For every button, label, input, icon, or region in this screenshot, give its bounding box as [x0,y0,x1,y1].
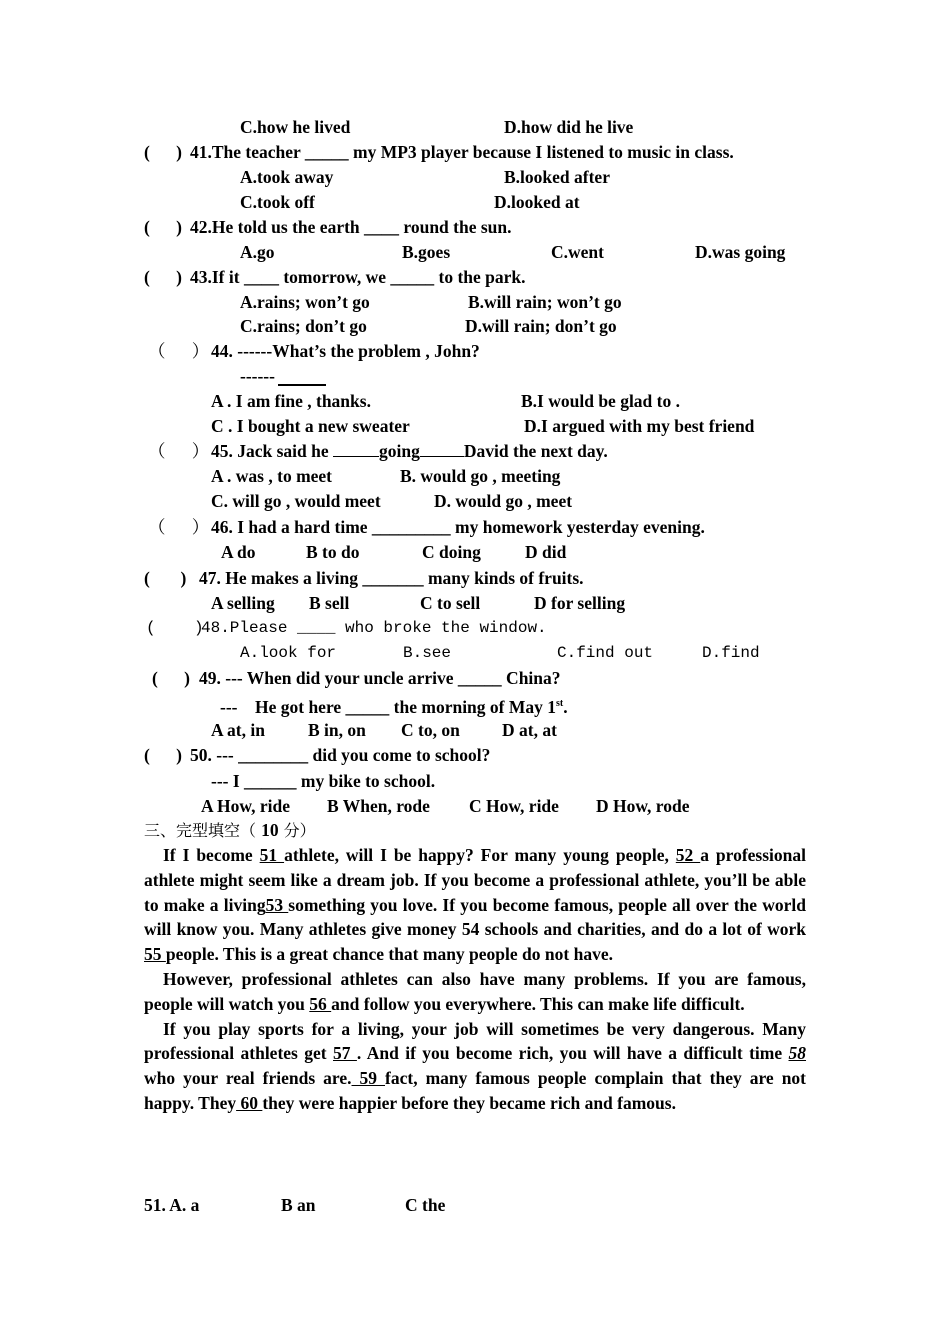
blank-56: 56 [309,993,332,1014]
q50-reply: --- I ______ my bike to school. [211,771,436,791]
blank-53: 53 [265,894,289,915]
q47-stem: 47. He makes a living _______ many kinds of fruits. [199,568,584,588]
passage-paragraph-3: If you play sports for a living, your job will sometimes be very dangerous. Many professional athletes get 57 . And if you become rich, you will have a difficult time 58 who your real friends are. 59 fact, many famous people complain that they are not happy. They 60 they were happier before they became rich and famous. [144,1018,807,1113]
q45-option-c: C. will go , would meet [211,491,381,511]
q44-option-d: D.I argued with my best friend [524,416,755,436]
q48-option-b: B.see [403,644,452,662]
q43-option-c: C.rains; don’t go [240,316,367,336]
q49-reply: --- He got here _____ the morning of May 1st. [220,696,568,717]
q41-option-a: A.took away [240,167,334,187]
q46-option-a: A do [221,542,256,562]
q45-blank-2 [420,441,464,457]
q49-stem: 49. --- When did your uncle arrive _____ China? [199,668,561,688]
q50-stem: 50. --- ________ did you come to school? [190,745,491,765]
q48-option-c: C.find out [557,644,654,662]
q43-option-a: A.rains; won’t go [240,292,370,312]
q42-option-b: B.goes [402,242,451,262]
q46-option-c: C doing [422,542,481,562]
q47-option-b: B sell [309,593,350,613]
q49-option-d: D at, at [502,720,557,740]
q44-paren: （ ） [148,341,210,361]
q46-option-b: B to do [306,542,360,562]
q43-stem: 43.If it ____ tomorrow, we _____ to the park. [190,267,526,287]
passage-paragraph-2: However, professional athletes can also have many problems. If you are famous, people will watch you 56 and follow you everywhere. This can make life difficult. [144,968,806,1014]
q45-paren: （ ） [148,441,210,461]
q47-paren: ( ) [144,568,187,588]
q43-option-d: D.will rain; don’t go [465,316,617,336]
q45-option-b: B. would go , meeting [400,466,561,486]
q51-option-a: 51. A. a [144,1195,200,1215]
q44-option-b: B.I would be glad to . [521,391,680,411]
section-3-title: 三、完型填空（ 10 分） [144,820,316,840]
q47-option-d: D for selling [534,593,626,613]
q50-paren: ( ) [144,745,182,765]
q44-option-c: C . I bought a new sweater [211,416,410,436]
q46-option-d: D did [525,542,567,562]
blank-52: 52 [675,845,701,865]
q40-option-d: D.how did he live [504,117,634,137]
q47-option-c: C to sell [420,593,481,613]
q48-stem: 48.Please ____ who broke the window. [201,619,547,637]
q42-option-d: D.was going [695,242,786,262]
q41-stem: 41.The teacher _____ my MP3 player because I listened to music in class. [190,142,734,162]
q41-paren: ( ) [144,142,182,162]
cloze-passage [144,843,806,1116]
q42-option-c: C.went [551,242,604,262]
blank-58: 58 [788,1043,807,1064]
q48-option-d: D.find [702,644,760,662]
q49-option-a: A at, in [211,720,265,740]
q45-option-d: D. would go , meet [434,491,573,511]
q42-paren: ( ) [144,217,182,237]
q50-option-c: C How, ride [469,796,559,816]
blank-60: 60 [236,1092,263,1113]
q50-option-d: D How, rode [596,796,690,816]
q44-reply: ------ [240,366,275,386]
q46-paren: （ ） [148,517,210,537]
q44-answer-blank [278,384,326,386]
q44-stem: 44. ------What’s the problem , John? [211,341,480,361]
q50-option-a: A How, ride [201,796,290,816]
blank-59: 59 [351,1068,386,1089]
q48-paren: ( ) [146,619,204,637]
q41-option-d: D.looked at [494,192,580,212]
q51-option-c: C the [405,1195,446,1215]
q45-option-a: A . was , to meet [211,466,333,486]
q45-stem: 45. Jack said he going David the next day. [211,441,608,461]
q42-stem: 42.He told us the earth ____ round the sun. [190,217,512,237]
q45-blank-1 [333,441,379,457]
q40-option-c: C.how he lived [240,117,351,137]
q41-option-b: B.looked after [504,167,610,187]
q49-option-c: C to, on [401,720,460,740]
blank-51: 51 [259,845,285,865]
q49-paren: ( ) [152,668,190,688]
q49-option-b: B in, on [308,720,366,740]
q46-stem: 46. I had a hard time _________ my homework yesterday evening. [211,517,705,537]
q44-option-a: A . I am fine , thanks. [211,391,371,411]
blank-55: 55 [144,944,166,965]
q42-option-a: A.go [240,242,275,262]
q43-paren: ( ) [144,267,182,287]
q50-option-b: B When, rode [327,796,430,816]
q47-option-a: A selling [211,593,275,613]
blank-57: 57 [333,1043,357,1064]
q48-option-a: A.look for [240,644,337,662]
q43-option-b: B.will rain; won’t go [468,292,622,312]
q41-option-c: C.took off [240,192,315,212]
q51-option-b: B an [281,1195,316,1215]
passage-paragraph-1: If I become 51 athlete, will I be happy? For many young people, 52 a professional athlete might seem like a dream job. If you become a professional athlete, you’ll be able to make a living53 something you love. If you become famous, people all over the world will know you. Many athletes give money 54 schools and charities, and do a lot of work 55 people. This is a great chance that many people do not have. [144,845,807,965]
